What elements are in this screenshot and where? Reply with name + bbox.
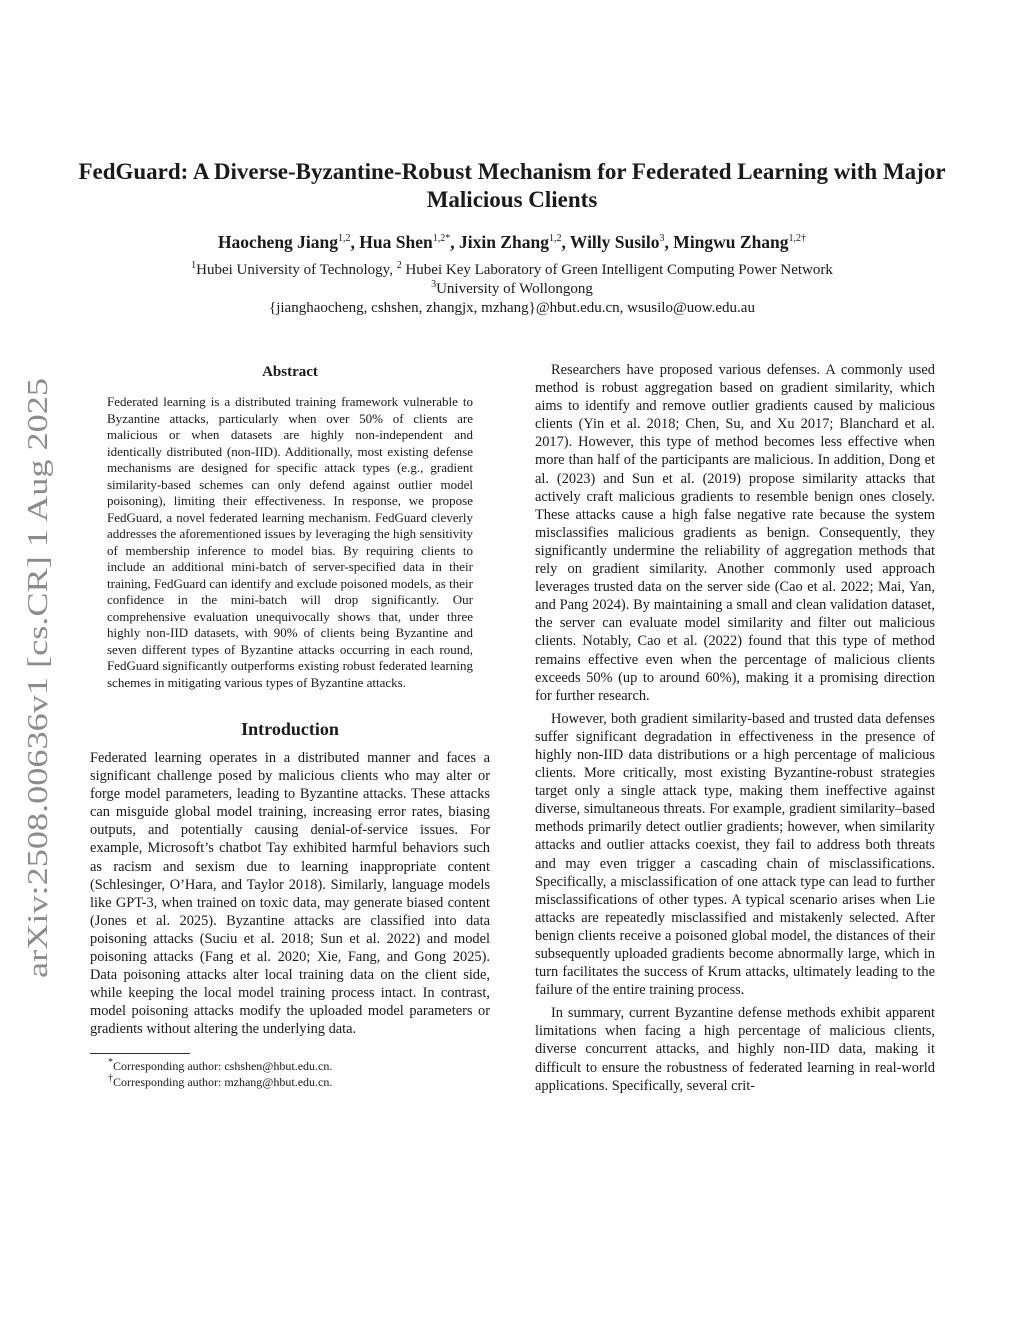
- body-paragraph: Researchers have proposed various defenses. A commonly used method is robust aggregation based on gradient similarity, which aims to identify and remove outlier gradients caused by malicious clients (Yin et al. 2018; Chen, Su, and Xu 2017; Blanchard et al. 2017). However, this type of method becomes less effective when more than half of the participants are malicious. In addition, Dong et al. (2023) and Sun et al. (2019) propose similarity attacks that actively craft malicious gradients to resemble benign ones closely. These attacks cause a high false negative rate because the system misclassifies malicious gradients as benign. Consequently, they significantly undermine the reliability of aggregation methods that rely on gradient similarity. Another commonly used approach leverages trusted data on the server side (Cao et al. 2022; Mai, Yan, and Pang 2024). By maintaining a small and clean validation dataset, the server can evaluate model similarity and filter out malicious clients. Notably, Cao et al. (2022) found that this type of method remains effective even when the percentage of malicious clients exceeds 50% (up to around 60%), making it a promising direction for further research.: [535, 362, 935, 704]
- paper-title: FedGuard: A Diverse-Byzantine-Robust Mechanism for Federated Learning with Major Malicious Clients: [78, 159, 946, 212]
- body-paragraph: However, both gradient similarity-based and trusted data defenses suffer significant degradation in effectiveness in the presence of highly non-IID data distributions or a high percentage of malicious clients. More critically, most existing Byzantine-robust strategies target only a single attack type, making them ineffective against diverse, simultaneous threats. For example, gradient similarity–based methods primarily detect outlier gradients; however, when similarity attacks and outlier attacks coexist, they fail to address both threats and may even trigger a cascading chain of misclassifications. Specifically, a misclassification of one attack type can lead to further misclassifications of other types. A typical scenario arises when Lie attacks are repeatedly misclassified and mistakenly selected. After benign clients receive a poisoned global model, the distances of their subsequently uploaded gradients become abnormally large, which in turn facilitates the success of Krum attacks, ultimately leading to the failure of the entire training process.: [535, 710, 935, 999]
- author: Jixin Zhang$^{1,2}$,: [458, 232, 570, 252]
- author: Mingwu Zhang$^{1,2\dagger}$: [673, 232, 807, 252]
- footnote: *Corresponding author: cshshen@hbut.edu.cn.: [108, 1056, 333, 1073]
- author-line: [60, 231, 964, 253]
- right-column: [535, 361, 935, 1095]
- abstract-text: Federated learning is a distributed training framework vulnerable to Byzantine attacks, particularly when over 50% of clients are malicious or when datasets are highly non-independent and identically distributed (non-IID). Additionally, most existing defense mechanisms are designed for specific attack types (e.g., gradient similarity-based schemes can only defend against outlier model poisoning), limiting their effectiveness. In response, we propose FedGuard, a novel federated learning mechanism. FedGuard cleverly addresses the aforementioned issues by leveraging the high sensitivity of membership inference to model bias. By requiring clients to include an additional mini-batch of server-specified data in their training, FedGuard can identify and exclude poisoned models, as their confidence in the mini-batch will drop significantly. Our comprehensive evaluation unequivocally shows that, under three highly non-IID datasets, with 90% of clients being Byzantine and seven different types of Byzantine attacks occurring in each round, FedGuard significantly outperforms existing robust federated learning schemes in mitigating various types of Byzantine attacks.: [107, 394, 473, 690]
- affiliation-line-2: $^3$University of Wollongong: [431, 279, 593, 297]
- intro-paragraph: Federated learning operates in a distributed manner and faces a significant challenge posed by malicious clients who may alter or forge model parameters, leading to Byzantine attacks. These attacks can misguide global model training, increasing error rates, biasing outputs, and potentially causing denial-of-service issues. For example, Microsoft’s chatbot Tay exhibited harmful behaviors such as racism and sexism due to learning inappropriate content (Schlesinger, O’Hara, and Taylor 2018). Similarly, language models like GPT-3, when trained on toxic data, may generate biased content (Jones et al. 2025). Byzantine attacks are classified into data poisoning attacks (Suciu et al. 2018; Sun et al. 2022) and model poisoning attacks (Fang et al. 2020; Xie, Fang, and Gong 2025). Data poisoning attacks alter local training data on the client side, while keeping the local model training process intact. In contrast, model poisoning attacks modify the uploaded model parameters or gradients without altering the underlying data.: [90, 750, 490, 1038]
- abstract-heading: Abstract: [262, 364, 318, 380]
- arxiv-watermark: [14, 378, 56, 978]
- affiliation-line-1: $^1$Hubei University of Technology, $^2$ Hubei Key Laboratory of Green Intelligent Computing Power Network: [191, 260, 833, 278]
- author: Haocheng Jiang$^{1,2}$,: [217, 232, 360, 252]
- author-emails: {jianghaocheng, cshshen, zhangjx, mzhang}@hbut.edu.cn, wsusilo@uow.edu.au: [269, 300, 755, 316]
- footnote-rule: [90, 1053, 190, 1054]
- left-column: [90, 362, 490, 1090]
- introduction-heading: Introduction: [241, 719, 339, 739]
- footnote: †Corresponding author: mzhang@hbut.edu.cn.: [108, 1072, 333, 1089]
- author: Willy Susilo$^3$,: [569, 232, 674, 252]
- body-paragraph: In summary, current Byzantine defense methods exhibit apparent limitations when facing a high percentage of malicious clients, diverse concurrent attacks, and highly non-IID data, making it difficult to ensure the robustness of federated learning in real-world applications. Specifically, several crit-: [535, 1005, 935, 1094]
- author: Hua Shen$^{1,2*}$,: [359, 232, 459, 252]
- arxiv-watermark-text: arXiv:2508.00636v1 [cs.CR] 1 Aug 2025: [22, 497, 54, 978]
